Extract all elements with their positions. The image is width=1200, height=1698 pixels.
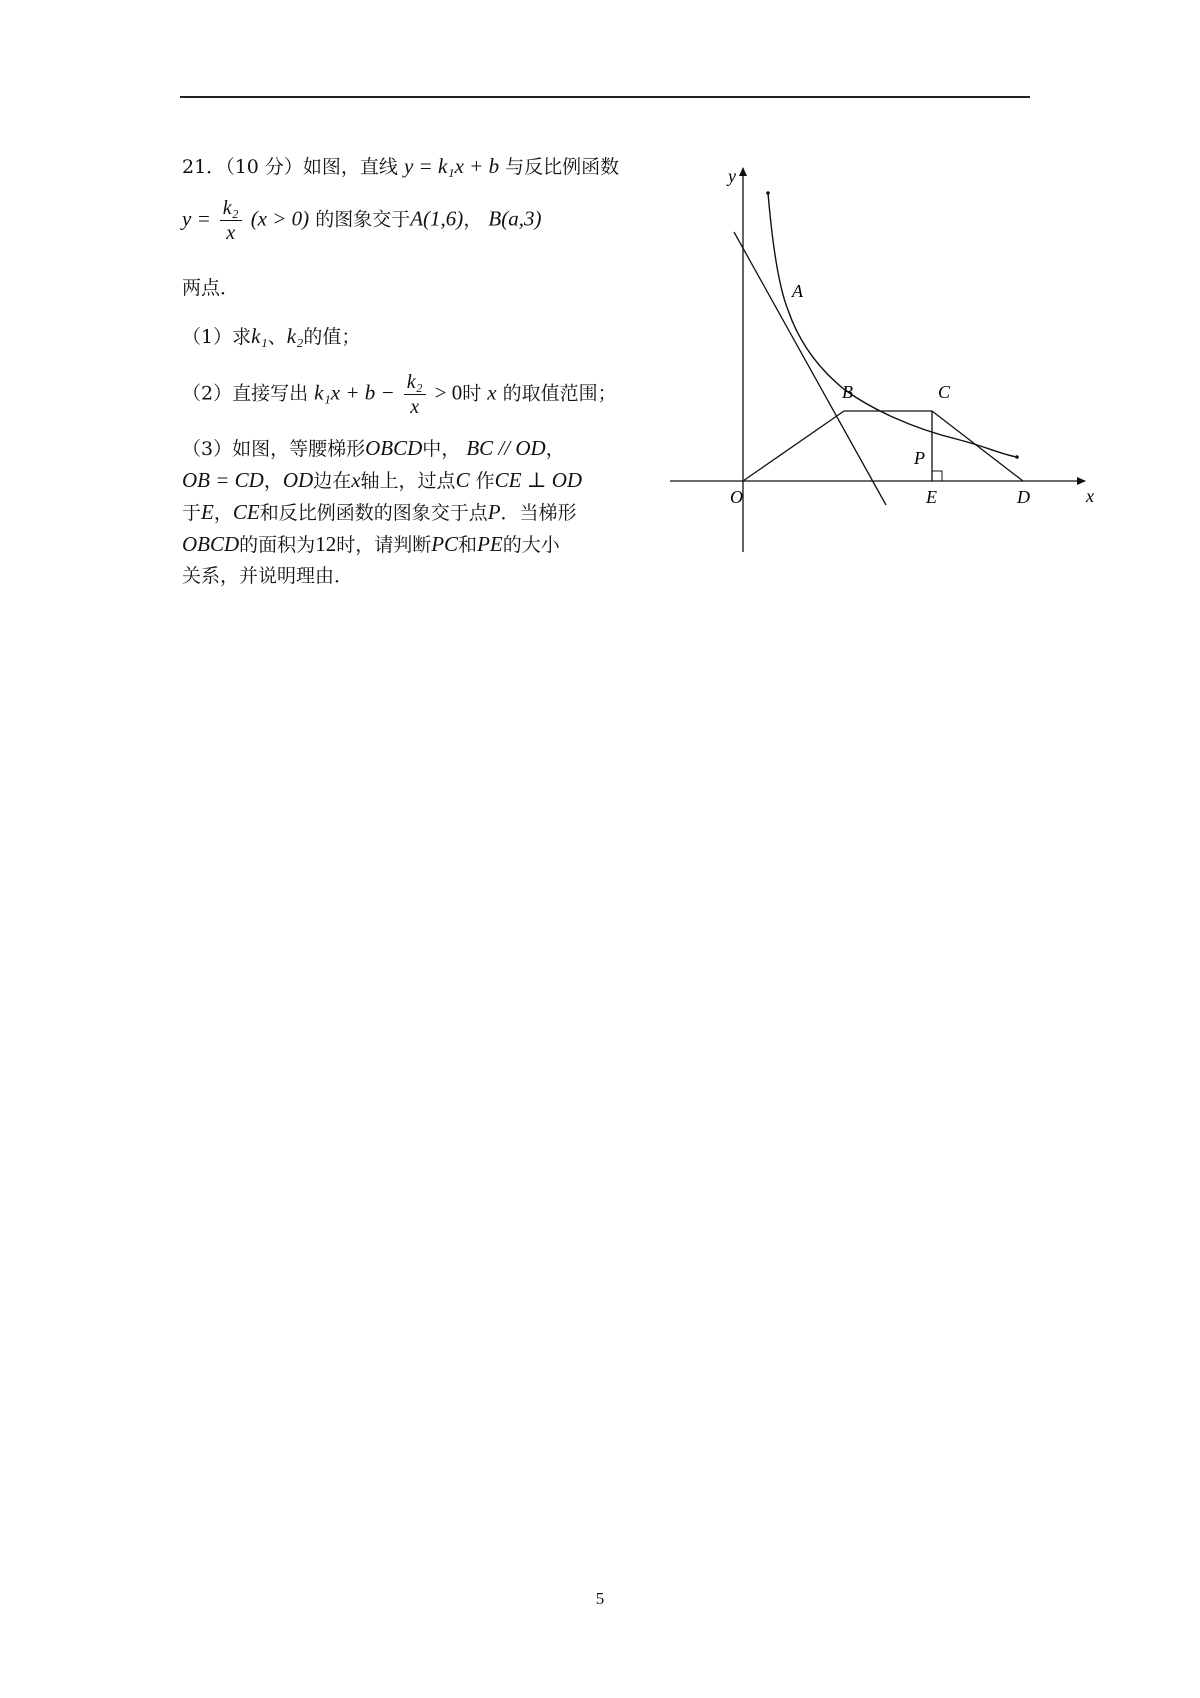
q3-parallel: BC // OD: [466, 436, 546, 460]
question-3-line-2: [182, 464, 582, 497]
q2-expr-right: > 0: [434, 380, 463, 405]
curve-endpoint: [766, 191, 770, 195]
figure-svg: [660, 160, 1100, 560]
q3-text: ，: [213, 502, 233, 524]
q1-text-post: 的值；: [303, 326, 361, 348]
q1-sep: 、: [267, 326, 287, 348]
label-y: y: [728, 166, 736, 186]
domain-condition: (x > 0): [250, 206, 310, 231]
q3-text: 时，请判断: [336, 534, 432, 556]
q2-text-mid: 时: [462, 382, 482, 405]
q3-text: 作: [475, 470, 495, 492]
problem-score: （10 分）: [225, 156, 303, 178]
label-p: P: [914, 448, 925, 468]
q3-area-value: 12: [315, 532, 337, 556]
q3-text: ．当梯形: [500, 502, 577, 524]
q3-obcd-2: OBCD: [182, 532, 240, 556]
question-1: [182, 320, 360, 353]
label-a: A: [792, 281, 803, 301]
two-points-text: 两点．: [182, 277, 240, 299]
q3-text: 边在: [313, 470, 352, 492]
q2-fraction-numerator: k₂: [404, 370, 426, 395]
q1-label: （1）: [182, 326, 233, 348]
q3-ce: CE: [232, 500, 260, 524]
intro-text: 如图，直线: [302, 156, 398, 178]
intro-text-2: 与反比例函数: [505, 156, 620, 178]
q3-text: 于: [182, 502, 202, 524]
q3-perp: CE ⊥ OD: [494, 468, 583, 492]
q3-text: 和: [458, 534, 478, 556]
fraction-denominator: x: [226, 222, 236, 244]
q2-var: x: [487, 380, 497, 405]
question-2: [182, 370, 617, 419]
question-3-line-3: [182, 496, 577, 529]
q3-text: ，: [545, 438, 565, 460]
problem-line-2: [182, 196, 541, 245]
right-angle-mark: [932, 471, 942, 481]
label-d: D: [1017, 487, 1030, 507]
curve-endpoint: [1015, 455, 1019, 459]
header-rule: [180, 96, 1030, 98]
q3-pe: PE: [477, 532, 503, 556]
q3-x: x: [351, 468, 361, 492]
q2-expr-left: k₁x + b −: [314, 380, 395, 405]
point-a: A(1,6): [410, 206, 464, 231]
q3-eq: OB = CD: [182, 468, 264, 492]
q3-text: 中，: [422, 438, 461, 460]
q3-point-p: P: [487, 500, 501, 524]
label-c: C: [938, 382, 951, 402]
q3-point-c: C: [455, 468, 470, 492]
q2-label: （2）: [182, 382, 233, 405]
label-o: O: [730, 487, 743, 507]
q1-k1: k₁: [251, 324, 268, 348]
label-b: B: [842, 382, 853, 402]
point-b: B(a,3): [488, 206, 542, 231]
q3-od: OD: [282, 468, 314, 492]
q3-label: （3）: [182, 438, 233, 460]
geometry-figure: [660, 160, 1100, 560]
q3-obcd: OBCD: [365, 436, 423, 460]
problem-number: 21．: [182, 156, 226, 178]
q1-text-pre: 求: [232, 326, 252, 348]
q1-k2: k₂: [286, 324, 304, 348]
q3-text: 如图，等腰梯形: [232, 438, 366, 460]
problem-line-3: [182, 272, 239, 304]
q3-text: 的面积为: [239, 534, 316, 556]
fraction-numerator: k₂: [220, 196, 242, 221]
q2-text-pre: 直接写出: [232, 382, 309, 405]
label-e: E: [926, 487, 937, 507]
inverse-lhs: y =: [182, 206, 211, 231]
hyperbola-curve: [768, 193, 1017, 457]
intersect-text: 的图象交于: [315, 208, 411, 231]
q2-fraction-denominator: x: [410, 396, 420, 418]
q3-text: 和反比例函数的图象交于点: [259, 502, 488, 524]
inverse-fraction: [220, 196, 242, 245]
question-3-line-5: [182, 560, 353, 592]
question-3-line-4: [182, 528, 560, 561]
q2-fraction: [404, 370, 426, 419]
q3-point-e: E: [201, 500, 214, 524]
q3-text: 轴上，过点: [360, 470, 456, 492]
question-3-line-1: [182, 432, 565, 465]
q2-text-post: 的取值范围；: [502, 382, 617, 405]
page-number: 5: [595, 1589, 605, 1608]
q3-text: 的大小: [502, 534, 560, 556]
comma: ，: [463, 208, 483, 231]
q3-text: 关系，并说明理由．: [182, 565, 354, 587]
line-ab: [734, 232, 886, 505]
label-x: x: [1086, 486, 1094, 506]
line-equation: y = k₁x + b: [403, 154, 500, 178]
problem-line-1: [182, 150, 619, 183]
q3-text: ，: [263, 470, 283, 492]
q3-pc: PC: [431, 532, 459, 556]
